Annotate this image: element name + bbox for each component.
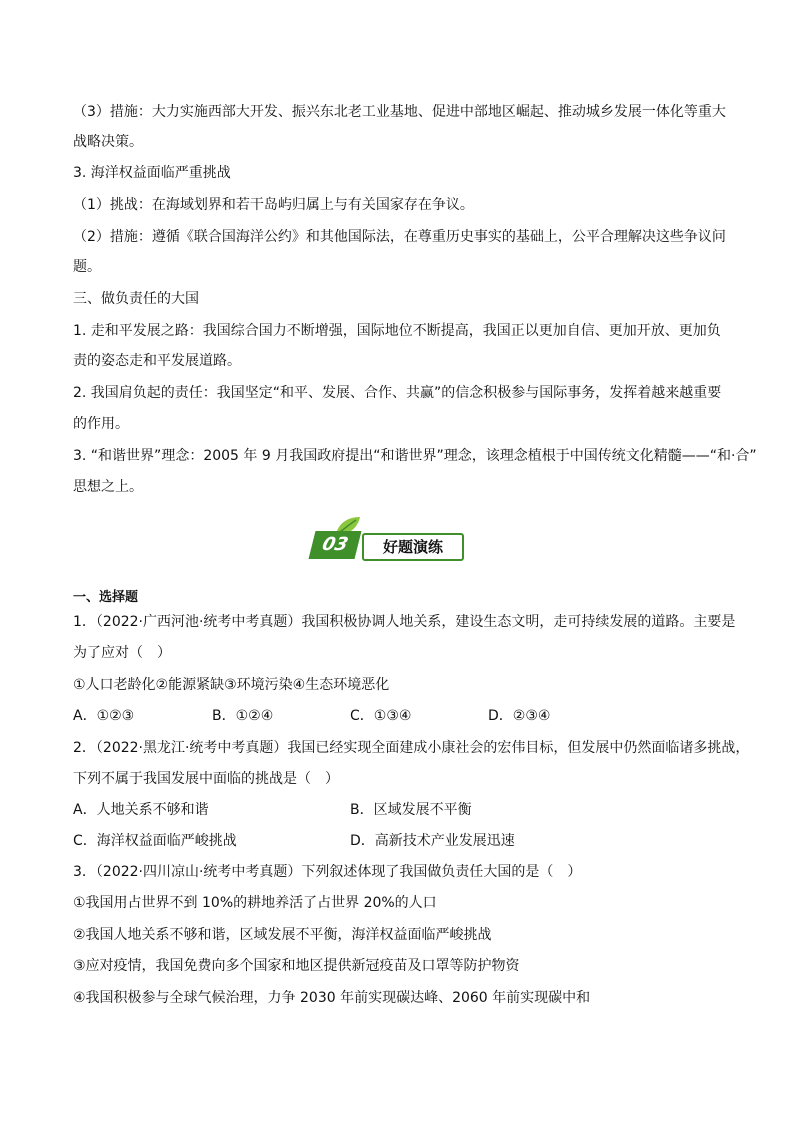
choice-section-title: 一、选择题 [73,590,139,605]
q1-option-c[interactable]: C．①③④ [350,708,412,724]
harmonious-world-line-cont: 思想之上。 [73,479,143,495]
q2-option-d[interactable]: D．高新技术产业发展迅速 [350,833,515,849]
q3-statement-4: ④我国积极参与全球气候治理，力争 2030 年前实现碳达峰、2060 年前实现碳中和 [73,990,591,1006]
q1-option-d[interactable]: D．②③④ [488,708,551,724]
ocean-challenge-line: （1）挑战：在海域划界和若干岛屿归属上与有关国家存在争议。 [73,197,474,213]
q3-stem: 3．（2022·四川凉山·统考中考真题）下列叙述体现了我国做负责任大国的是（ ） [73,864,582,880]
responsibility-line-cont: 的作用。 [73,416,129,432]
q2-option-c[interactable]: C．海洋权益面临严峻挑战 [73,833,237,849]
harmonious-world-line: 3. “和谐世界”理念：2005 年 9 月我国政府提出“和谐世界”理念，该理念植根于中国传统文化精髓——“和·合” [73,448,757,464]
q2-option-a[interactable]: A．人地关系不够和谐 [73,802,209,818]
q2-stem: 2．（2022·黑龙江·统考中考真题）我国已经实现全面建成小康社会的宏伟目标，但发展中仍然面临诸多挑战， [73,740,750,756]
responsibility-line: 2. 我国肩负起的责任：我国坚定“和平、发展、合作、共赢”的信念积极参与国际事务，发挥着越来越重要 [73,385,722,401]
q1-statements: ①人口老龄化②能源紧缺③环境污染④生态环境恶化 [73,677,390,693]
ocean-rights-heading: 3. 海洋权益面临严重挑战 [73,165,231,181]
q2-stem-cont: 下列不属于我国发展中面临的挑战是（ ） [73,771,339,787]
q3-statement-1: ①我国用占世界不到 10%的耕地养活了占世界 20%的人口 [73,895,437,911]
measures-line: （3）措施：大力实施西部大开发、振兴东北老工业基地、促进中部地区崛起、推动城乡发展一体化等重大 [73,104,726,120]
peaceful-development-line: 1. 走和平发展之路：我国综合国力不断增强，国际地位不断提高，我国正以更加自信、更加开放、更加负 [73,323,721,339]
badge-title: 好题演练 [362,533,464,561]
section-badge [310,515,465,565]
q1-stem-cont: 为了应对（ ） [73,645,171,661]
q3-statement-2: ②我国人地关系不够和谐，区域发展不平衡，海洋权益面临严峻挑战 [73,927,492,943]
measures-line-cont: 战略决策。 [73,134,143,150]
peaceful-development-line-cont: 责的姿态走和平发展道路。 [73,353,241,369]
section-heading-responsible-power: 三、做负责任的大国 [73,291,199,307]
ocean-measures-line: （2）措施：遵循《联合国海洋公约》和其他国际法，在尊重历史事实的基础上，公平合理解决这些争议问 [73,229,726,245]
ocean-measures-line-cont: 题。 [73,259,101,275]
q1-option-b[interactable]: B．①②④ [212,708,274,724]
q1-stem: 1．（2022·广西河池·统考中考真题）我国积极协调人地关系，建设生态文明，走可持续发展的道路。主要是 [73,614,736,630]
q1-option-a[interactable]: A．①②③ [73,708,135,724]
badge-number: 03 [309,531,362,559]
q3-statement-3: ③应对疫情，我国免费向多个国家和地区提供新冠疫苗及口罩等防护物资 [73,958,520,974]
q2-option-b[interactable]: B．区域发展不平衡 [350,802,472,818]
